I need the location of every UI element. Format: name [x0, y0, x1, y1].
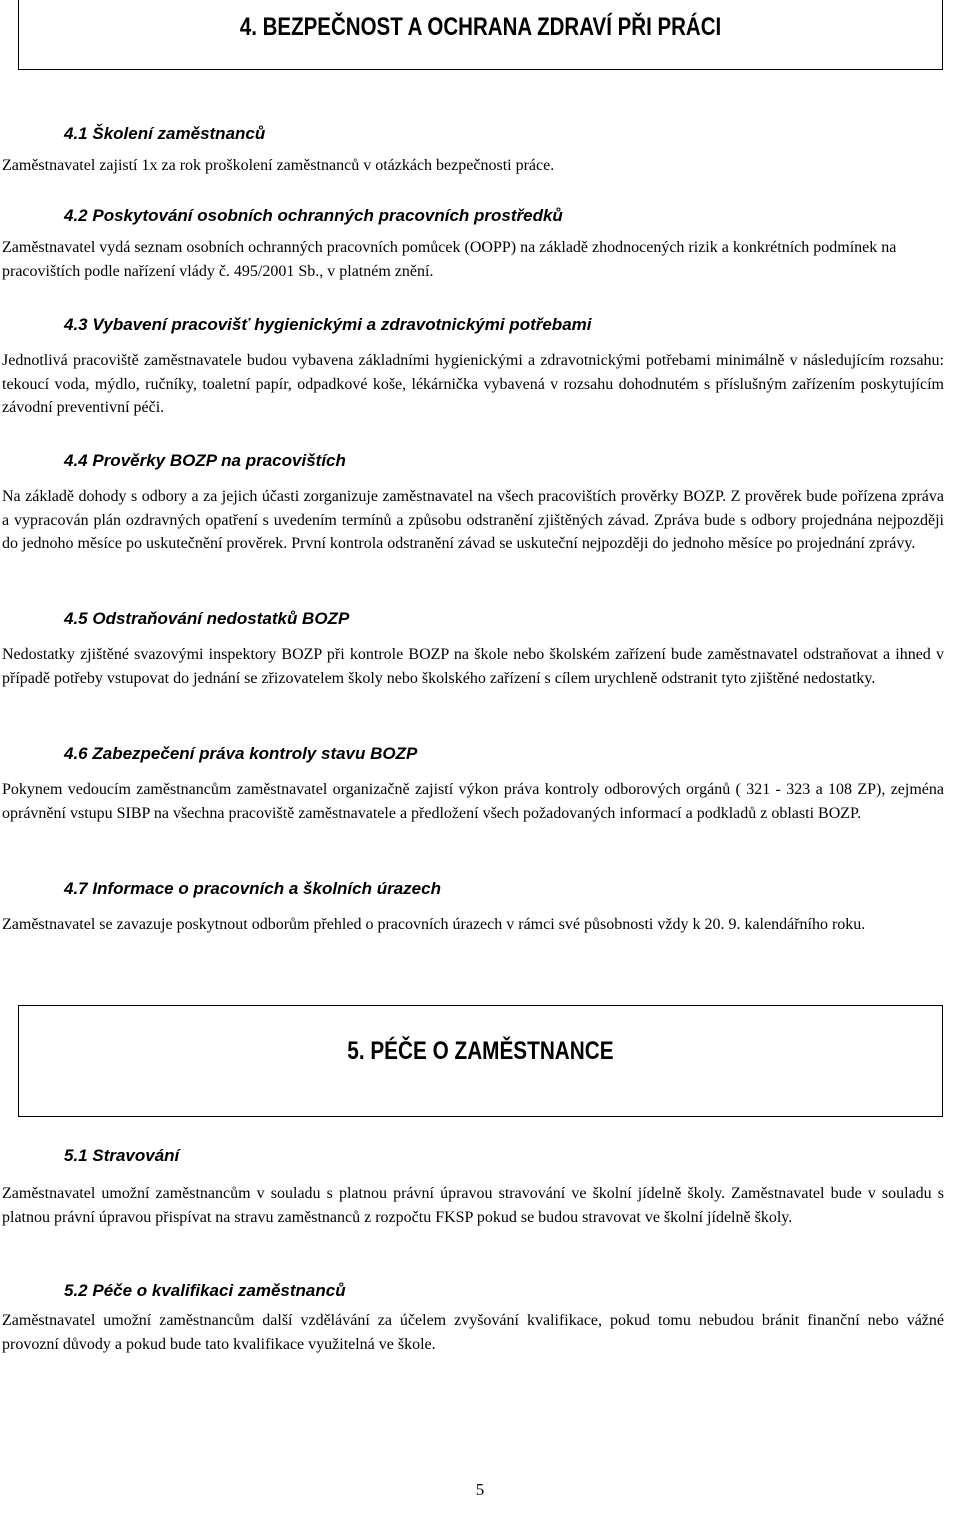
section-4-2-heading: 4.2 Poskytování osobních ochranných pracovních prostředků	[64, 206, 563, 225]
section-4-6	[0, 744, 960, 825]
page-number: 5	[475, 1480, 485, 1499]
chapter-4-title: 4. BEZPEČNOST A OCHRANA ZDRAVÍ PŘI PRÁCI	[239, 13, 722, 41]
section-5-1	[0, 1146, 960, 1229]
chapter-4-title-box	[18, 0, 943, 70]
section-4-2-text: Zaměstnavatel vydá seznam osobních ochranných pracovních pomůcek (OOPP) na základě zhodnocených rizik a konkrétních podmínek na pracovištích podle nařízení vlády č. 495/2001 Sb., v platném znění.	[2, 239, 897, 280]
section-4-7	[0, 879, 960, 937]
section-4-6-text: Pokynem vedoucím zaměstnancům zaměstnavatel organizačně zajistí výkon práva kontroly odborových orgánů ( 321 - 323 a 108 ZP), zejména oprávnění vstupu SIBP na všechna pracoviště zaměstnavatele a předložení všech požadovaných informací a podkladů z oblasti BOZP.	[2, 781, 944, 822]
section-4-5-heading: 4.5 Odstraňování nedostatků BOZP	[64, 609, 350, 628]
section-4-3-heading: 4.3 Vybavení pracovišť hygienickými a zdravotnickými potřebami	[64, 315, 592, 334]
section-4-3	[0, 315, 960, 420]
section-5-2-heading: 5.2 Péče o kvalifikaci zaměstnanců	[64, 1281, 346, 1300]
section-5-2-text: Zaměstnavatel umožní zaměstnancům další vzdělávání za účelem zvyšování kvalifikace, pokud tomu nebudou bránit finanční nebo vážné provozní důvody a pokud bude tato kvalifikace využitelná ve škole.	[2, 1312, 944, 1353]
section-5-1-text: Zaměstnavatel umožní zaměstnancům v souladu s platnou právní úpravou stravování ve školní jídelně školy. Zaměstnavatel bude v souladu s platnou právní úpravou přispívat na stravu zaměstnanců z rozpočtu FKSP pokud se budou stravovat ve školní jídelně školy.	[2, 1185, 944, 1226]
section-4-6-heading: 4.6 Zabezpečení práva kontroly stavu BOZP	[64, 744, 418, 763]
section-4-1-text: Zaměstnavatel zajistí 1x za rok proškolení zaměstnanců v otázkách bezpečnosti práce.	[2, 157, 555, 174]
section-4-3-text: Jednotlivá pracoviště zaměstnavatele budou vybavena základními hygienickými a zdravotnickými potřebami minimálně v následujícím rozsahu: tekoucí voda, mýdlo, ručníky, toaletní papír, odpadkové koše, lékárnička vybavená v rozsahu dohodnutém s příslušným zařízením poskytujícím závodní preventivní péči.	[2, 352, 944, 416]
section-4-7-heading: 4.7 Informace o pracovních a školních úrazech	[64, 879, 441, 898]
chapter-5-title-box	[18, 1005, 943, 1117]
section-4-5-text: Nedostatky zjištěné svazovými inspektory BOZP při kontrole BOZP na škole nebo školském zařízení bude zaměstnavatel odstraňovat a ihned v případě potřeby vstupovat do jednání se zřizovatelem školy nebo školského zařízení s cílem urychleně odstranit tyto zjištěné nedostatky.	[2, 646, 944, 687]
section-4-7-text: Zaměstnavatel se zavazuje poskytnout odborům přehled o pracovních úrazech v rámci své působnosti vždy k 20. 9. kalendářního roku.	[2, 916, 866, 933]
section-5-2	[0, 1281, 960, 1356]
section-4-4-heading: 4.4 Prověrky BOZP na pracovištích	[64, 451, 346, 470]
section-4-4-text: Na základě dohody s odbory a za jejich účasti zorganizuje zaměstnavatel na všech pracovištích prověrky BOZP. Z prověrek bude pořízena zpráva a vypracován plán ozdravných opatření s uvedením termínů a způsobu odstranění zjištěných závad. Zpráva bude s odbory projednána nejpozději do jednoho měsíce po uskutečnění prověrek. První kontrola odstranění závad se uskuteční nejpozději do jednoho měsíce po projednání zprávy.	[2, 488, 944, 552]
section-4-2	[0, 206, 960, 283]
section-4-5	[0, 609, 960, 690]
section-4-4	[0, 451, 960, 556]
section-4-1	[0, 124, 960, 178]
section-4-1-heading: 4.1 Školení zaměstnanců	[64, 124, 266, 143]
section-5-1-heading: 5.1 Stravování	[64, 1146, 180, 1165]
chapter-5-title: 5. PÉČE O ZAMĚSTNANCE	[347, 1036, 614, 1065]
